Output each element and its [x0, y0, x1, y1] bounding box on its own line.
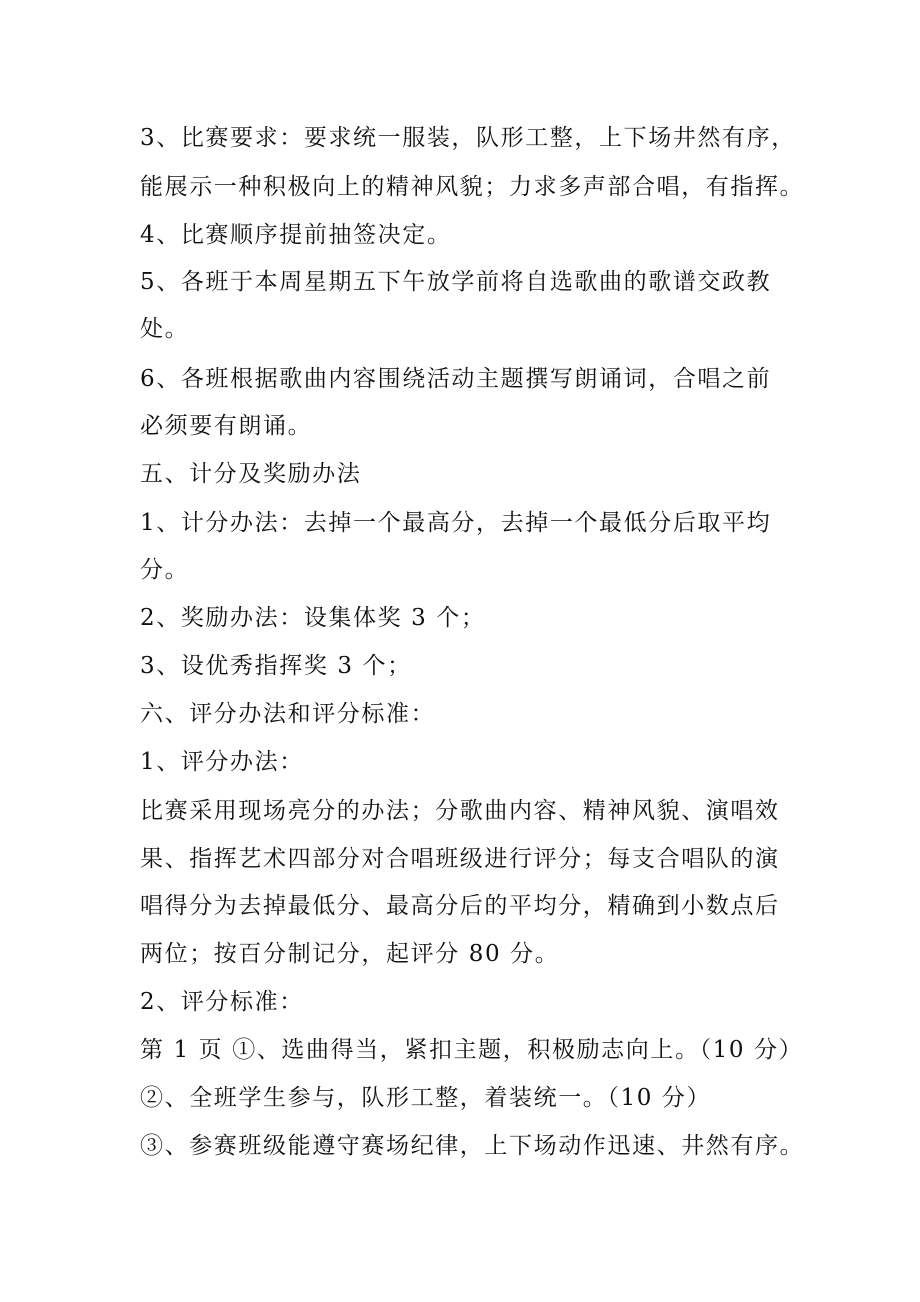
text-line-7: 必须要有朗诵。: [140, 413, 313, 439]
text-line-19: 2、评分标准：: [140, 989, 304, 1015]
text-line-2: 能展示一种积极向上的精神风貌；力求多声部合唱，有指挥。: [140, 174, 805, 200]
text-line-15: 比赛采用现场亮分的办法；分歌曲内容、精神风貌、演唱效: [140, 798, 780, 824]
criterion-2: ②、全班学生参与，队形工整，着装统一。（10 分）: [140, 1085, 712, 1111]
page-marker: 第 1 页: [140, 1037, 224, 1063]
text-line-9: 1、计分办法：去掉一个最高分，去掉一个最低分后取平均: [140, 510, 772, 536]
section-heading-6: 六、评分办法和评分标准：: [140, 701, 436, 727]
text-line-6: 6、各班根据歌曲内容围绕活动主题撰写朗诵词，合唱之前: [140, 366, 772, 392]
section-heading-5: 五、计分及奖励办法: [140, 461, 362, 487]
text-line-4: 5、各班于本周星期五下午放学前将自选歌曲的歌谱交政教: [140, 269, 772, 295]
criterion-1: ①、选曲得当，紧扣主题，积极励志向上。（10 分）: [232, 1037, 804, 1063]
text-line-20: [140, 1035, 803, 1065]
text-line-1: 3、比赛要求：要求统一服装，队形工整，上下场井然有序，: [140, 125, 796, 151]
text-line-18: 两位；按百分制记分，起评分 80 分。: [140, 941, 560, 967]
text-line-12: 3、设优秀指挥奖 3 个；: [140, 653, 412, 679]
text-line-10: 分。: [140, 557, 190, 583]
text-line-5: 处。: [140, 316, 190, 342]
text-line-17: 唱得分为去掉最低分、最高分后的平均分，精确到小数点后: [140, 893, 780, 919]
criterion-3: ③、参赛班级能遵守赛场纪律，上下场动作迅速、井然有序。: [140, 1133, 805, 1159]
text-line-14: 1、评分办法：: [140, 749, 304, 775]
text-line-11: 2、奖励办法：设集体奖 3 个；: [140, 605, 486, 631]
text-line-3: 4、比赛顺序提前抽签决定。: [140, 222, 452, 248]
text-line-16: 果、指挥艺术四部分对合唱班级进行评分；每支合唱队的演: [140, 846, 780, 872]
